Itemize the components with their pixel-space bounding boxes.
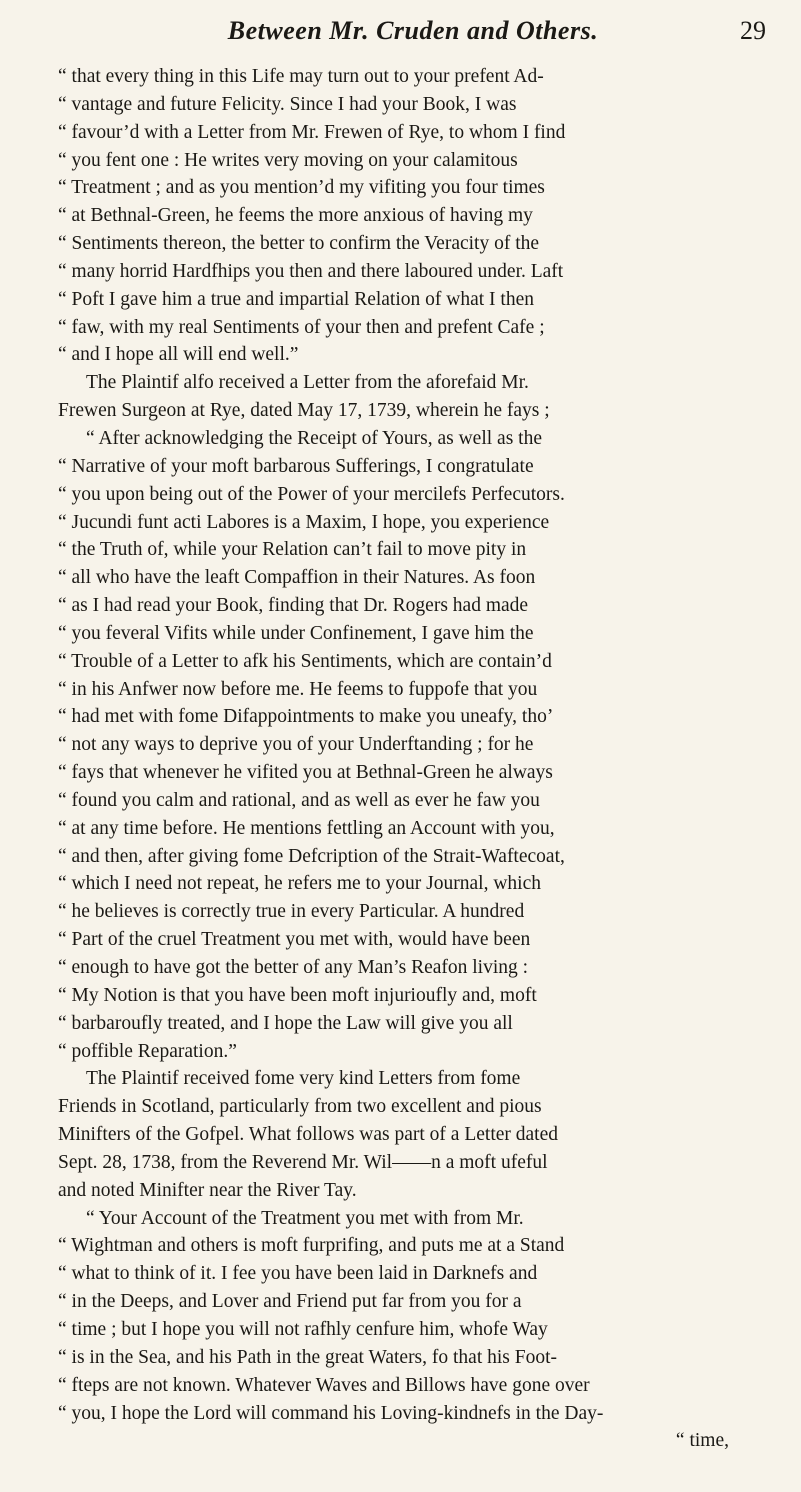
text-line: “ Sentiments thereon, the better to confirm the Veracity of the <box>58 233 540 255</box>
text-line: “ as I had read your Book, finding that Dr. Rogers had made <box>58 595 529 617</box>
text-line: “ many horrid Hardfhips you then and there laboured under. Laft <box>58 260 564 282</box>
text-line: “ what to think of it. I fee you have been laid in Darknefs and <box>58 1263 538 1285</box>
text-line: “ My Notion is that you have been moft injurioufly and, moft <box>58 984 537 1006</box>
text-line: “ Wightman and others is moft furprifing, and puts me at a Stand <box>58 1235 565 1257</box>
text-line: “ Poft I gave him a true and impartial Relation of what I then <box>58 288 534 310</box>
body-text <box>58 63 769 1455</box>
text-line: “ After acknowledging the Receipt of Yours, as well as the <box>86 427 542 449</box>
text-line: “ he believes is correctly true in every Particular. A hundred <box>58 901 525 923</box>
text-line: “ not any ways to deprive you of your Underftanding ; for he <box>58 734 534 756</box>
text-line: “ is in the Sea, and his Path in the great Waters, fo that his Foot- <box>58 1346 558 1368</box>
text-line: “ Your Account of the Treatment you met with from Mr. <box>86 1207 524 1229</box>
catchword-line: “ time, <box>675 1430 729 1452</box>
text-line: “ favour’d with a Letter from Mr. Frewen of Rye, to whom I find <box>58 121 566 143</box>
paragraph-start-line: The Plaintif received fome very kind Letters from fome <box>86 1068 521 1090</box>
running-title: Between Mr. Cruden and Others. <box>227 16 599 45</box>
text-line: “ Jucundi funt acti Labores is a Maxim, I hope, you experience <box>58 511 550 533</box>
text-line: Minifters of the Gofpel. What follows was part of a Letter dated <box>58 1124 558 1146</box>
text-line: Friends in Scotland, particularly from two excellent and pious <box>58 1096 542 1118</box>
text-line: “ fays that whenever he vifited you at Bethnal-Green he always <box>58 762 553 784</box>
text-line: “ Treatment ; and as you mention’d my vifiting you four times <box>58 177 545 199</box>
text-line: “ at Bethnal-Green, he feems the more anxious of having my <box>58 205 533 227</box>
text-line: “ vantage and future Felicity. Since I had your Book, I was <box>58 93 517 115</box>
text-line: “ Narrative of your moft barbarous Sufferings, I congratulate <box>58 455 534 477</box>
text-line: “ and I hope all will end well.” <box>58 344 299 366</box>
text-line: “ and then, after giving fome Defcription of the Strait-Waftecoat, <box>58 845 565 867</box>
text-line: “ that every thing in this Life may turn out to your prefent Ad- <box>58 66 544 87</box>
text-line: “ you upon being out of the Power of your mercilefs Perfecutors. <box>58 483 565 505</box>
text-line: “ enough to have got the better of any Man’s Reafon living : <box>58 957 529 978</box>
text-line: and noted Minifter near the River Tay. <box>58 1179 357 1201</box>
text-line: “ Trouble of a Letter to afk his Sentiments, which are contain’d <box>58 650 552 672</box>
text-line: “ Part of the cruel Treatment you met with, would have been <box>58 929 531 951</box>
text-line: “ the Truth of, while your Relation can’t fail to move pity in <box>58 539 527 561</box>
text-line: “ had met with fome Difappointments to make you uneafy, tho’ <box>58 706 554 728</box>
text-line: “ you feveral Vifits while under Confinement, I gave him the <box>58 622 534 644</box>
text-line: Sept. 28, 1738, from the Reverend Mr. Wil——n a moft ufeful <box>58 1151 548 1173</box>
text-line: “ in the Deeps, and Lover and Friend put far from you for a <box>58 1291 522 1313</box>
text-line: “ you, I hope the Lord will command his Loving-kindnefs in the Day- <box>58 1402 604 1424</box>
text-line: Frewen Surgeon at Rye, dated May 17, 1739, wherein he fays ; <box>58 400 550 422</box>
text-line: “ found you calm and rational, and as well as ever he faw you <box>58 789 540 811</box>
text-line: “ you fent one : He writes very moving on your calamitous <box>58 149 518 171</box>
text-line: “ poffible Reparation.” <box>58 1040 237 1062</box>
page-header <box>120 16 766 56</box>
page-number: 29 <box>740 16 766 45</box>
text-line: “ in his Anfwer now before me. He feems to fuppofe that you <box>58 678 538 700</box>
paragraph-start-line: The Plaintif alfo received a Letter from the aforefaid Mr. <box>86 372 529 394</box>
text-line: “ which I need not repeat, he refers me to your Journal, which <box>58 873 541 895</box>
text-line: “ at any time before. He mentions fettling an Account with you, <box>58 817 555 839</box>
text-line: “ barbaroufly treated, and I hope the Law will give you all <box>58 1012 513 1034</box>
text-line: “ all who have the leaft Compaffion in their Natures. As foon <box>58 567 536 589</box>
text-line: “ time ; but I hope you will not rafhly cenfure him, whofe Way <box>58 1318 548 1340</box>
text-line: “ faw, with my real Sentiments of your then and prefent Cafe ; <box>58 316 545 338</box>
text-line: “ fteps are not known. Whatever Waves and Billows have gone over <box>58 1374 590 1396</box>
